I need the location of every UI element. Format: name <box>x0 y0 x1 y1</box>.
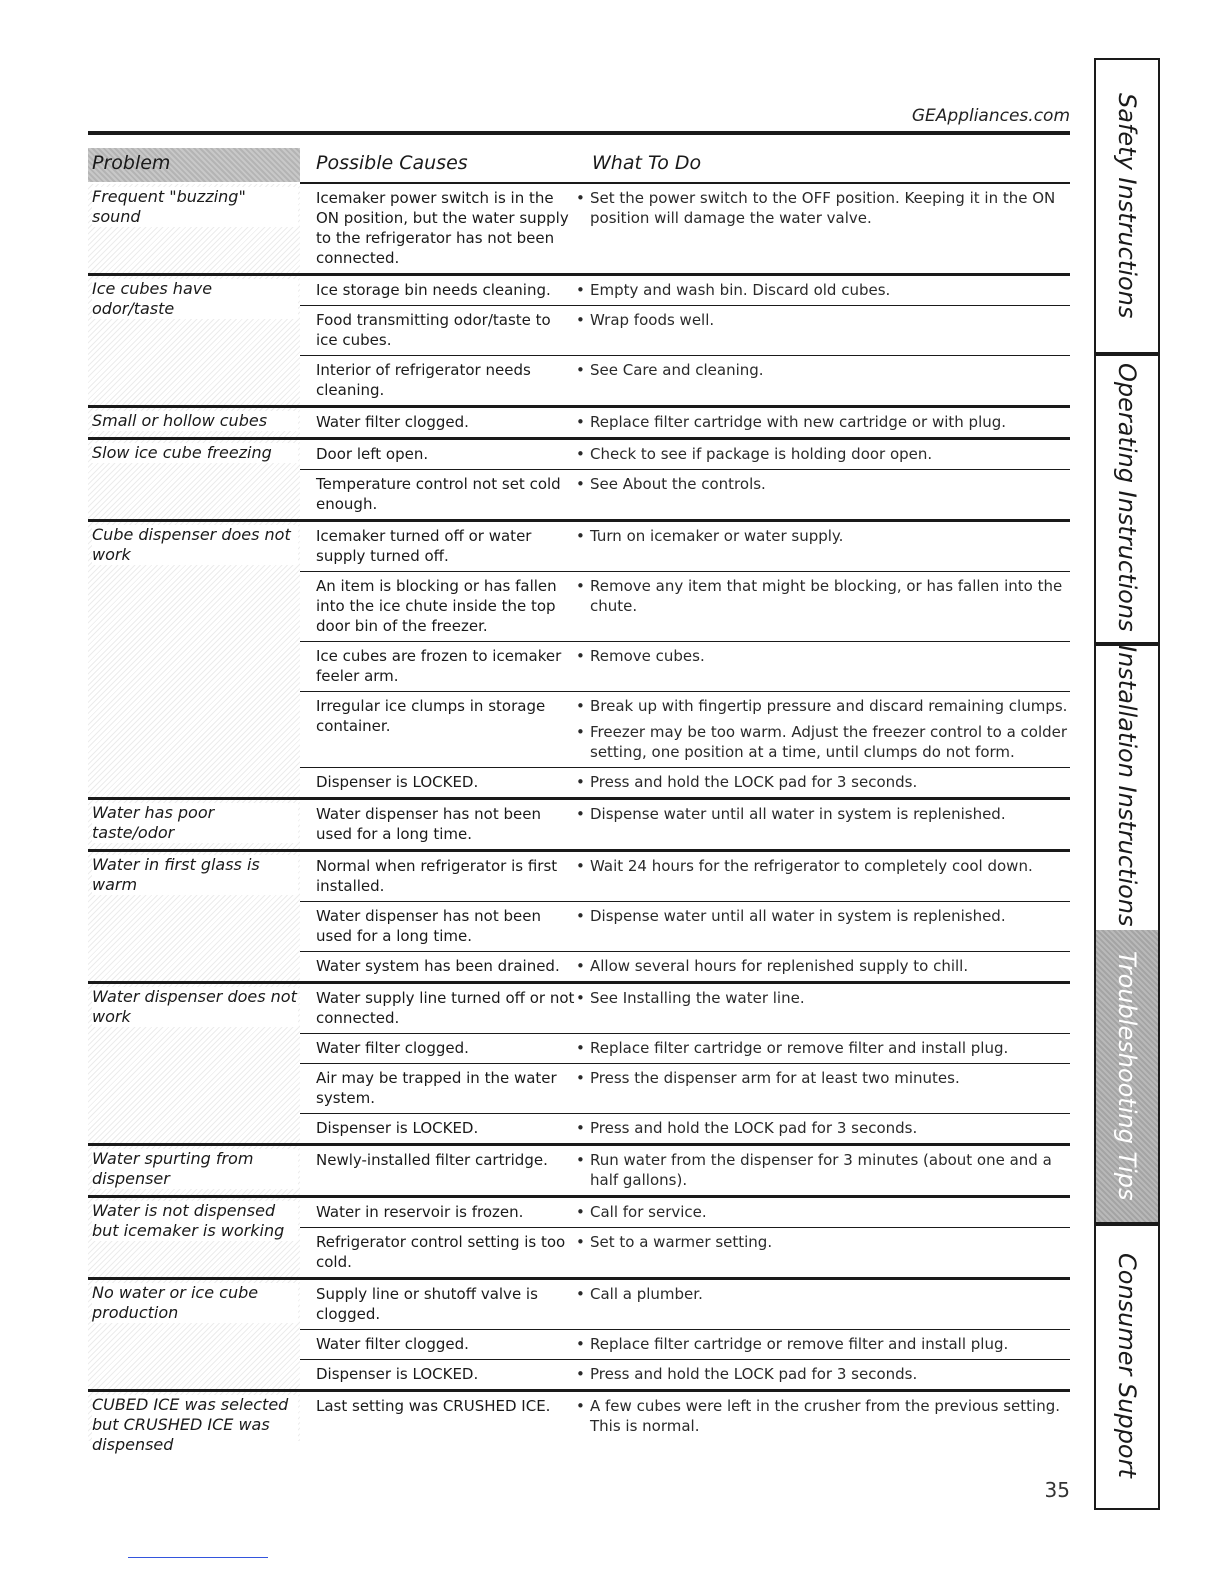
cause-row <box>300 800 1070 849</box>
cause-row <box>300 440 1070 469</box>
tab-label: Installation Instructions <box>1113 645 1141 927</box>
possible-cause: Door left open. <box>316 445 429 463</box>
fix-bullet: • See Care and cleaning. <box>576 360 1070 380</box>
fix-bullet: • Wrap foods well. <box>576 310 1070 330</box>
problem-group <box>88 1143 1070 1195</box>
fix-bullet: • Press and hold the LOCK pad for 3 seconds. <box>576 1364 1070 1384</box>
cause-row <box>300 305 1070 355</box>
troubleshooting-table <box>88 184 1070 1454</box>
cause-row <box>300 1359 1070 1389</box>
what-to-do <box>576 310 1070 350</box>
what-to-do <box>576 444 1070 464</box>
problem-group <box>88 184 1070 273</box>
cause-row <box>300 571 1070 641</box>
what-to-do <box>576 576 1070 636</box>
problem-group <box>88 273 1070 405</box>
fix-bullet: • Call a plumber. <box>576 1284 1070 1304</box>
cause-row <box>300 469 1070 519</box>
possible-cause: Water dispenser has not been used for a long time. <box>316 805 541 843</box>
what-to-do <box>576 526 1070 566</box>
cause-row <box>300 184 1070 273</box>
problem-group <box>88 437 1070 519</box>
problem-label: Water dispenser does not work <box>92 987 297 1026</box>
tab-label: Operating Instructions <box>1113 362 1141 632</box>
possible-cause: Dispenser is LOCKED. <box>316 773 479 791</box>
problem-group <box>88 981 1070 1143</box>
possible-cause: Newly-installed filter cartridge. <box>316 1151 548 1169</box>
cause-row <box>300 1329 1070 1359</box>
problem-group <box>88 1389 1070 1454</box>
fix-bullet: • Turn on icemaker or water supply. <box>576 526 1070 546</box>
what-to-do <box>576 1068 1070 1108</box>
cause-row <box>300 984 1070 1033</box>
what-to-do <box>576 772 1070 792</box>
cause-row <box>300 1392 1070 1441</box>
what-to-do <box>576 1396 1070 1436</box>
what-to-do <box>576 412 1070 432</box>
fix-bullet: • Call for service. <box>576 1202 1070 1222</box>
possible-cause: Interior of refrigerator needs cleaning. <box>316 361 531 399</box>
what-to-do <box>576 360 1070 400</box>
possible-cause: Dispenser is LOCKED. <box>316 1365 479 1383</box>
what-to-do <box>576 474 1070 514</box>
cause-row <box>300 641 1070 691</box>
what-to-do <box>576 1232 1070 1272</box>
fix-bullet: • Run water from the dispenser for 3 minutes (about one and a half gallons). <box>576 1150 1070 1190</box>
possible-cause: Water filter clogged. <box>316 413 469 431</box>
problem-label: Slow ice cube freezing <box>92 443 298 463</box>
tab-installation-instructions[interactable] <box>1096 642 1158 934</box>
fix-bullet: • Remove any item that might be blocking, or has fallen into the chute. <box>576 576 1070 616</box>
fix-bullet: • Press the dispenser arm for at least two minutes. <box>576 1068 1070 1088</box>
header-possible-causes: Possible Causes <box>316 152 468 174</box>
fix-bullet: • Set the power switch to the OFF position. Keeping it in the ON position will damage the water valve. <box>576 188 1070 228</box>
tab-label: Safety Instructions <box>1113 93 1141 319</box>
table-header <box>88 148 1070 182</box>
footer-link-line <box>128 1557 268 1558</box>
cause-row <box>300 1113 1070 1143</box>
cause-row <box>300 852 1070 901</box>
what-to-do <box>576 1364 1070 1384</box>
what-to-do <box>576 1334 1070 1354</box>
what-to-do <box>576 1118 1070 1138</box>
fix-bullet: • Dispense water until all water in system is replenished. <box>576 906 1070 926</box>
possible-cause: Icemaker turned off or water supply turned off. <box>316 527 532 565</box>
cause-row <box>300 1227 1070 1277</box>
problem-label: Water spurting from dispenser <box>92 1149 298 1189</box>
possible-cause: An item is blocking or has fallen into the ice chute inside the top door bin of the freezer. <box>316 577 557 635</box>
header-what-to-do: What To Do <box>592 152 702 174</box>
fix-bullet: • Allow several hours for replenished supply to chill. <box>576 956 1070 976</box>
cause-row <box>300 522 1070 571</box>
page-number: 35 <box>1044 1478 1070 1502</box>
possible-cause: Ice cubes are frozen to icemaker feeler arm. <box>316 647 562 685</box>
cause-row <box>300 355 1070 405</box>
what-to-do <box>576 1284 1070 1324</box>
top-rule <box>88 131 1070 135</box>
possible-cause: Normal when refrigerator is first installed. <box>316 857 558 895</box>
fix-bullet: • Break up with fingertip pressure and discard remaining clumps. <box>576 696 1070 716</box>
fix-bullet: • Replace filter cartridge or remove filter and install plug. <box>576 1334 1070 1354</box>
problem-group <box>88 1195 1070 1277</box>
cause-row <box>300 1198 1070 1227</box>
what-to-do <box>576 1150 1070 1190</box>
problem-group <box>88 405 1070 437</box>
problem-label: Water has poor taste/odor <box>92 803 298 843</box>
problem-group <box>88 797 1070 849</box>
cause-row <box>300 691 1070 767</box>
what-to-do <box>576 188 1070 268</box>
fix-bullet: • See Installing the water line. <box>576 988 1070 1008</box>
cause-row <box>300 1146 1070 1195</box>
fix-bullet: • Dispense water until all water in system is replenished. <box>576 804 1070 824</box>
possible-cause: Water in reservoir is frozen. <box>316 1203 524 1221</box>
possible-cause: Ice storage bin needs cleaning. <box>316 281 551 299</box>
tab-label: Consumer Support <box>1113 1252 1141 1478</box>
fix-bullet: • Freezer may be too warm. Adjust the freezer control to a colder setting, one position at a time, until clumps do not form. <box>576 722 1070 762</box>
what-to-do <box>576 856 1070 896</box>
what-to-do <box>576 1038 1070 1058</box>
fix-bullet: • Check to see if package is holding door open. <box>576 444 1070 464</box>
header-problem: Problem <box>92 152 171 174</box>
cause-row <box>300 276 1070 305</box>
possible-cause: Water supply line turned off or not connected. <box>316 989 575 1027</box>
what-to-do <box>576 696 1070 762</box>
what-to-do <box>576 1202 1070 1222</box>
problem-label: Small or hollow cubes <box>92 411 298 431</box>
possible-cause: Food transmitting odor/taste to ice cubes. <box>316 311 551 349</box>
cause-row <box>300 1063 1070 1113</box>
section-tabs <box>1094 58 1160 1510</box>
what-to-do <box>576 646 1070 686</box>
problem-label: Ice cubes have odor/taste <box>92 279 298 319</box>
possible-cause: Temperature control not set cold enough. <box>316 475 561 513</box>
possible-cause: Water filter clogged. <box>316 1039 469 1057</box>
fix-bullet: • See About the controls. <box>576 474 1070 494</box>
cause-row <box>300 767 1070 797</box>
fix-bullet: • Replace filter cartridge with new cartridge or with plug. <box>576 412 1070 432</box>
fix-bullet: • Wait 24 hours for the refrigerator to completely cool down. <box>576 856 1070 876</box>
cause-row <box>300 1033 1070 1063</box>
what-to-do <box>576 280 1070 300</box>
possible-cause: Irregular ice clumps in storage container. <box>316 697 546 735</box>
cause-row <box>300 901 1070 951</box>
problem-group <box>88 849 1070 981</box>
problem-group <box>88 519 1070 797</box>
problem-label: Frequent "buzzing" sound <box>92 187 298 227</box>
tab-consumer-support[interactable] <box>1096 1222 1158 1508</box>
fix-bullet: • Press and hold the LOCK pad for 3 seconds. <box>576 1118 1070 1138</box>
what-to-do <box>576 956 1070 976</box>
tab-operating-instructions[interactable] <box>1096 352 1158 646</box>
problem-group <box>88 1277 1070 1389</box>
fix-bullet: • Set to a warmer setting. <box>576 1232 1070 1252</box>
problem-label: No water or ice cube production <box>92 1283 298 1323</box>
site-url: GEAppliances.com <box>911 106 1070 126</box>
possible-cause: Supply line or shutoff valve is clogged. <box>316 1285 538 1323</box>
possible-cause: Last setting was CRUSHED ICE. <box>316 1397 551 1415</box>
fix-bullet: • A few cubes were left in the crusher from the previous setting. This is normal. <box>576 1396 1070 1436</box>
what-to-do <box>576 804 1070 844</box>
problem-label: Cube dispenser does not work <box>92 525 298 565</box>
possible-cause: Air may be trapped in the water system. <box>316 1069 557 1107</box>
problem-label: Water in first glass is warm <box>92 855 298 895</box>
cause-row <box>300 1280 1070 1329</box>
fix-bullet: • Press and hold the LOCK pad for 3 seconds. <box>576 772 1070 792</box>
cause-row <box>300 408 1070 437</box>
what-to-do <box>576 906 1070 946</box>
what-to-do <box>576 988 1070 1028</box>
problem-label: Water is not dispensed but icemaker is working <box>92 1201 298 1241</box>
possible-cause: Water system has been drained. <box>316 957 560 975</box>
cause-row <box>300 951 1070 981</box>
fix-bullet: • Remove cubes. <box>576 646 1070 666</box>
possible-cause: Dispenser is LOCKED. <box>316 1119 479 1137</box>
fix-bullet: • Empty and wash bin. Discard old cubes. <box>576 280 1070 300</box>
possible-cause: Refrigerator control setting is too cold. <box>316 1233 566 1271</box>
tab-safety-instructions[interactable] <box>1096 60 1158 356</box>
tab-troubleshooting-tips[interactable] <box>1096 930 1158 1226</box>
possible-cause: Icemaker power switch is in the ON position, but the water supply to the refrigerator has not been connected. <box>316 189 569 267</box>
possible-cause: Water filter clogged. <box>316 1335 469 1353</box>
possible-cause: Water dispenser has not been used for a long time. <box>316 907 541 945</box>
problem-label: CUBED ICE was selected but CRUSHED ICE was dispensed <box>92 1395 298 1455</box>
tab-label: Troubleshooting Tips <box>1113 951 1141 1201</box>
fix-bullet: • Replace filter cartridge or remove filter and install plug. <box>576 1038 1070 1058</box>
